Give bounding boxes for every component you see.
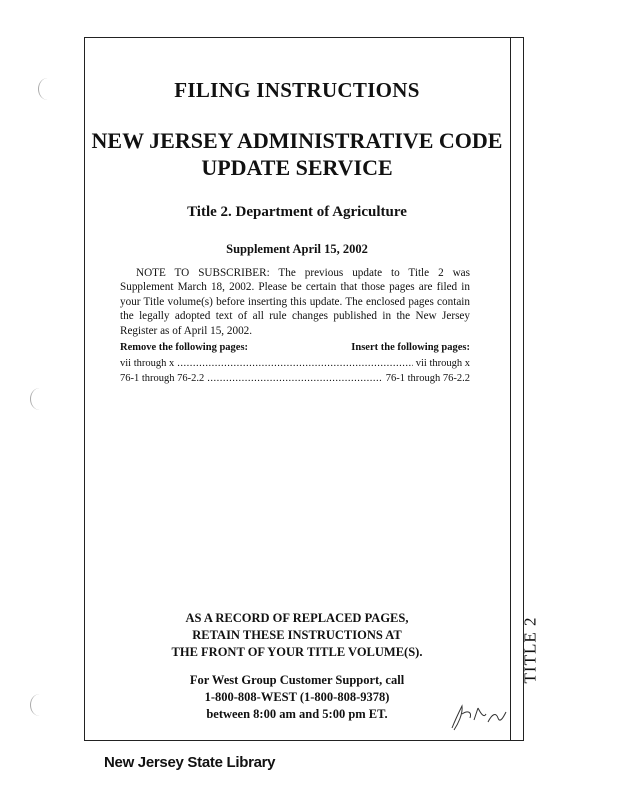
handwritten-initials [448, 700, 508, 734]
library-stamp: New Jersey State Library [104, 754, 276, 771]
support-line-3: between 8:00 am and 5:00 pm ET. [206, 707, 388, 721]
punch-hole-middle [30, 388, 49, 410]
record-line-3: THE FRONT OF YOUR TITLE VOLUME(S). [171, 645, 423, 659]
page-replacement-table [120, 342, 470, 386]
record-line-1: AS A RECORD OF REPLACED PAGES, [185, 611, 409, 625]
record-instructions [84, 610, 510, 661]
document-title [84, 127, 510, 181]
record-line-2: RETAIN THESE INSTRUCTIONS AT [192, 628, 402, 642]
bottom-rule [84, 740, 524, 741]
remove-pages: vii through x [120, 358, 175, 369]
remove-pages: 76-1 through 76-2.2 [120, 373, 205, 384]
subscriber-note: NOTE TO SUBSCRIBER: The previous update to Title 2 was Supplement March 18, 2002. Please be certain that those pages are filed in your Title volume(s) before inserting this update. The enclosed pages contain the legally adopted text of all rule changes published in the New Jersey Register as of April 15, 2002. [120, 267, 470, 337]
page-heading: FILING INSTRUCTIONS [174, 78, 420, 102]
supplement-date: Supplement April 15, 2002 [226, 242, 368, 256]
side-tab [508, 616, 552, 684]
insert-header: Insert the following pages: [351, 342, 470, 353]
table-row [120, 371, 470, 386]
title-line-1: NEW JERSEY ADMINISTRATIVE CODE [91, 128, 503, 153]
table-row [120, 356, 470, 371]
punch-hole-bottom [30, 694, 49, 716]
punch-hole-top [38, 78, 57, 100]
side-tab-label: TITLE 2 [520, 616, 540, 684]
insert-pages: 76-1 through 76-2.2 [385, 373, 470, 384]
insert-pages: vii through x [415, 358, 470, 369]
support-line-1: For West Group Customer Support, call [189, 673, 405, 687]
leader-dots [177, 356, 413, 371]
title-line-2: UPDATE SERVICE [201, 155, 393, 180]
department-title: Title 2. Department of Agriculture [187, 204, 407, 220]
customer-support [84, 672, 510, 723]
table-header [120, 342, 470, 353]
remove-header: Remove the following pages: [120, 342, 249, 353]
support-line-2: 1-800-808-WEST (1-800-808-9378) [204, 690, 390, 704]
leader-dots [207, 371, 382, 386]
